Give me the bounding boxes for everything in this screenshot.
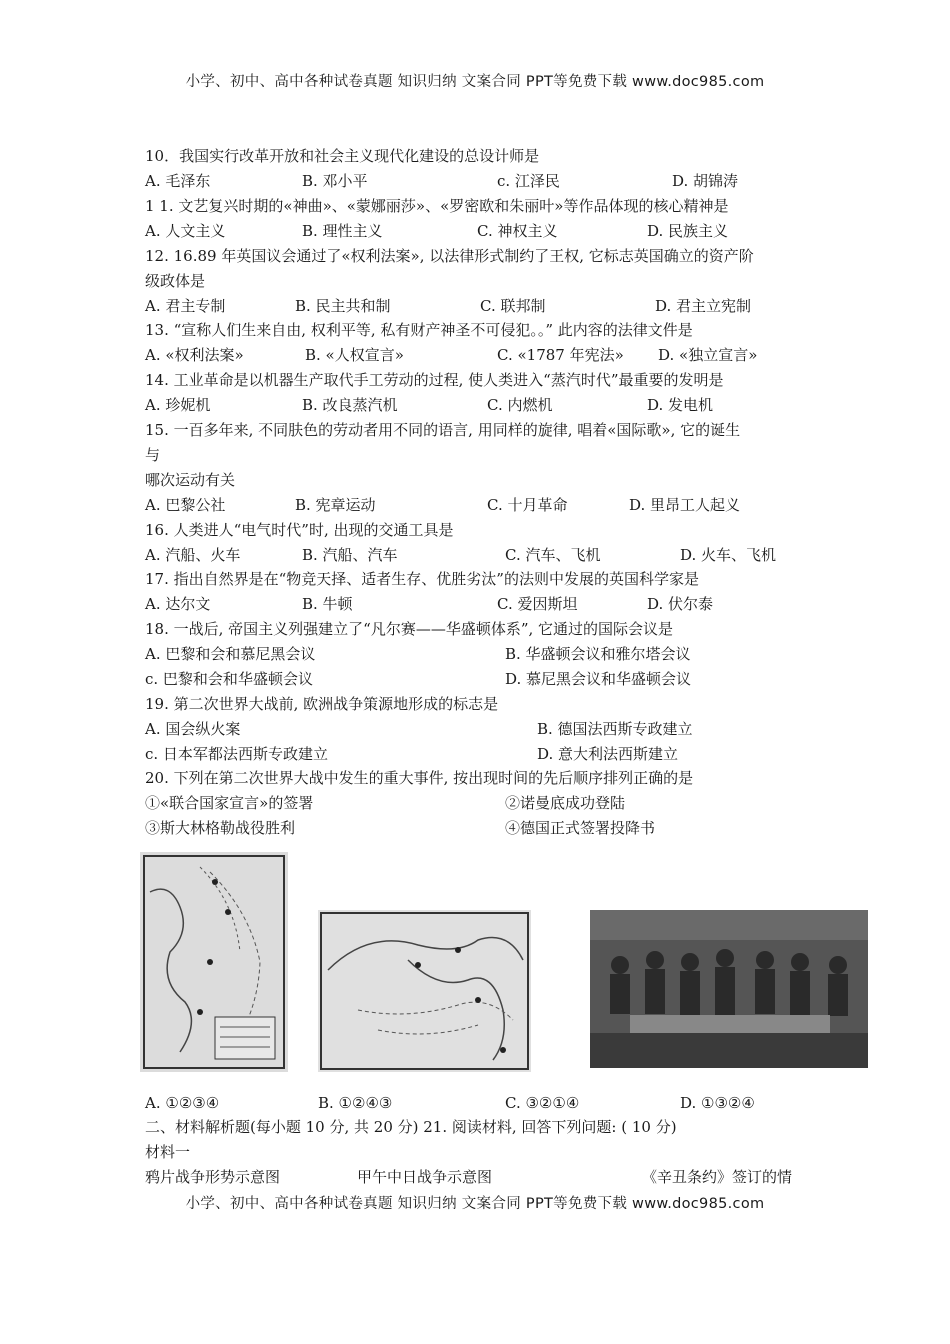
- q14-option-d: D. 发电机: [647, 396, 714, 414]
- q18-option-b: B. 华盛顿会议和雅尔塔会议: [505, 645, 691, 663]
- q13-option-a: A. «权利法案»: [145, 346, 244, 364]
- q13-option-b: B. «人权宣言»: [305, 346, 404, 364]
- q11-option-b: B. 理性主义: [302, 222, 383, 240]
- question-20-stem: 20. 下列在第二次世界大战中发生的重大事件, 按出现时间的先后顺序排列正确的是: [145, 769, 694, 787]
- q10-option-a: A. 毛泽东: [145, 172, 211, 190]
- q18-option-c: c. 巴黎和会和华盛顿会议: [145, 670, 313, 688]
- q10-option-b: B. 邓小平: [302, 172, 368, 190]
- q14-option-a: A. 珍妮机: [145, 396, 211, 414]
- q20-event-4: ④德国正式签署投降书: [505, 819, 656, 837]
- q20-option-a: A. ①②③④: [145, 1094, 220, 1112]
- q10-option-c: c. 江泽民: [497, 172, 560, 190]
- question-10-stem: 10．我国实行改革开放和社会主义现代化建设的总设计师是: [145, 147, 540, 165]
- q16-option-a: A. 汽船、火车: [145, 546, 241, 564]
- q15-option-d: D. 里昂工人起义: [629, 496, 741, 514]
- q20-event-1: ①«联合国家宣言»的签署: [145, 794, 314, 812]
- question-15-stem-cont2: 哪次运动有关: [145, 471, 236, 489]
- q19-option-c: c. 日本军都法西斯专政建立: [145, 745, 328, 763]
- q13-option-d: D. «独立宣言»: [658, 346, 758, 364]
- question-17-stem: 17. 指出自然界是在“物竞天择、适者生存、优胜劣汰”的法则中发展的英国科学家是: [145, 570, 699, 588]
- q12-option-b: B. 民主共和制: [295, 297, 391, 315]
- question-16-stem: 16. 人类进人“电气时代”时, 出现的交通工具是: [145, 521, 454, 539]
- caption-opium-war: 鸦片战争形势示意图: [145, 1168, 281, 1186]
- q12-option-a: A. 君主专制: [145, 297, 226, 315]
- sino-japanese-war-map-image: [318, 910, 531, 1072]
- section-2-heading: 二、材料解析题(每小题 10 分, 共 20 分) 21. 阅读材料, 回答下列问题: ( 10 分): [145, 1118, 677, 1136]
- q20-event-2: ②诺曼底成功登陆: [505, 794, 626, 812]
- q11-option-d: D. 民族主义: [647, 222, 729, 240]
- q18-option-a: A. 巴黎和会和慕尼黑会议: [145, 645, 316, 663]
- q20-event-3: ③斯大林格勒战役胜利: [145, 819, 296, 837]
- material-label: 材料一: [145, 1143, 191, 1161]
- question-14-stem: 14. 工业革命是以机器生产取代手工劳动的过程, 使人类进入“蒸汽时代”最重要的发明是: [145, 371, 724, 389]
- question-18-stem: 18. 一战后, 帝国主义列强建立了“凡尔赛——华盛顿体系”, 它通过的国际会议是: [145, 620, 674, 638]
- page-footer: 小学、初中、高中各种试卷真题 知识归纳 文案合同 PPT等免费下载 www.doc985.com: [185, 1196, 765, 1212]
- q20-option-b: B. ①②④③: [318, 1094, 393, 1112]
- q14-option-c: C. 内燃机: [487, 396, 553, 414]
- q20-option-c: C. ③②①④: [505, 1094, 580, 1112]
- question-15-stem-cont: 与: [145, 446, 161, 464]
- q15-option-c: C. 十月革命: [487, 496, 568, 514]
- q18-option-d: D. 慕尼黑会议和华盛顿会议: [505, 670, 692, 688]
- q15-option-b: B. 宪章运动: [295, 496, 376, 514]
- q19-option-d: D. 意大利法西斯建立: [537, 745, 679, 763]
- q11-option-c: C. 神权主义: [477, 222, 558, 240]
- question-11-stem: 1 1. 文艺复兴时期的«神曲»、«蒙娜丽莎»、«罗密欧和朱丽叶»等作品体现的核心精神是: [145, 197, 729, 215]
- question-13-stem: 13. “宣称人们生来自由, 权利平等, 私有财产神圣不可侵犯。。” 此内容的法律文件是: [145, 321, 693, 339]
- q17-option-d: D. 伏尔泰: [647, 595, 714, 613]
- question-15-stem: 15. 一百多年来, 不同肤色的劳动者用不同的语言, 用同样的旋律, 唱着«国际歌», 它的诞生: [145, 421, 741, 439]
- q12-option-c: C. 联邦制: [480, 297, 546, 315]
- q16-option-c: C. 汽车、飞机: [505, 546, 601, 564]
- q17-option-b: B. 牛顿: [302, 595, 353, 613]
- q13-option-c: C. «1787 年宪法»: [497, 346, 624, 364]
- q10-option-d: D. 胡锦涛: [672, 172, 739, 190]
- question-19-stem: 19. 第二次世界大战前, 欧洲战争策源地形成的标志是: [145, 695, 499, 713]
- page-header: 小学、初中、高中各种试卷真题 知识归纳 文案合同 PPT等免费下载 www.doc985.com: [185, 74, 765, 90]
- opium-war-map-image: [140, 852, 288, 1072]
- q17-option-c: C. 爱因斯坦: [497, 595, 578, 613]
- q19-option-a: A. 国会纵火案: [145, 720, 241, 738]
- q11-option-a: A. 人文主义: [145, 222, 226, 240]
- q19-option-b: B. 德国法西斯专政建立: [537, 720, 693, 738]
- q15-option-a: A. 巴黎公社: [145, 496, 226, 514]
- q14-option-b: B. 改良蒸汽机: [302, 396, 398, 414]
- caption-sino-japanese-war: 甲午中日战争示意图: [357, 1168, 493, 1186]
- q12-option-d: D. 君主立宪制: [655, 297, 752, 315]
- q20-option-d: D. ①③②④: [680, 1094, 755, 1112]
- question-12-stem-cont: 级政体是: [145, 272, 206, 290]
- q16-option-d: D. 火车、飞机: [680, 546, 777, 564]
- question-12-stem: 12. 16.89 年英国议会通过了«权利法案», 以法律形式制约了王权, 它标志英国确立的资产阶: [145, 247, 754, 265]
- q17-option-a: A. 达尔文: [145, 595, 211, 613]
- boxer-protocol-signing-photo: [590, 910, 868, 1068]
- q16-option-b: B. 汽船、汽车: [302, 546, 398, 564]
- caption-boxer-protocol: 《辛丑条约》签订的情: [642, 1168, 793, 1186]
